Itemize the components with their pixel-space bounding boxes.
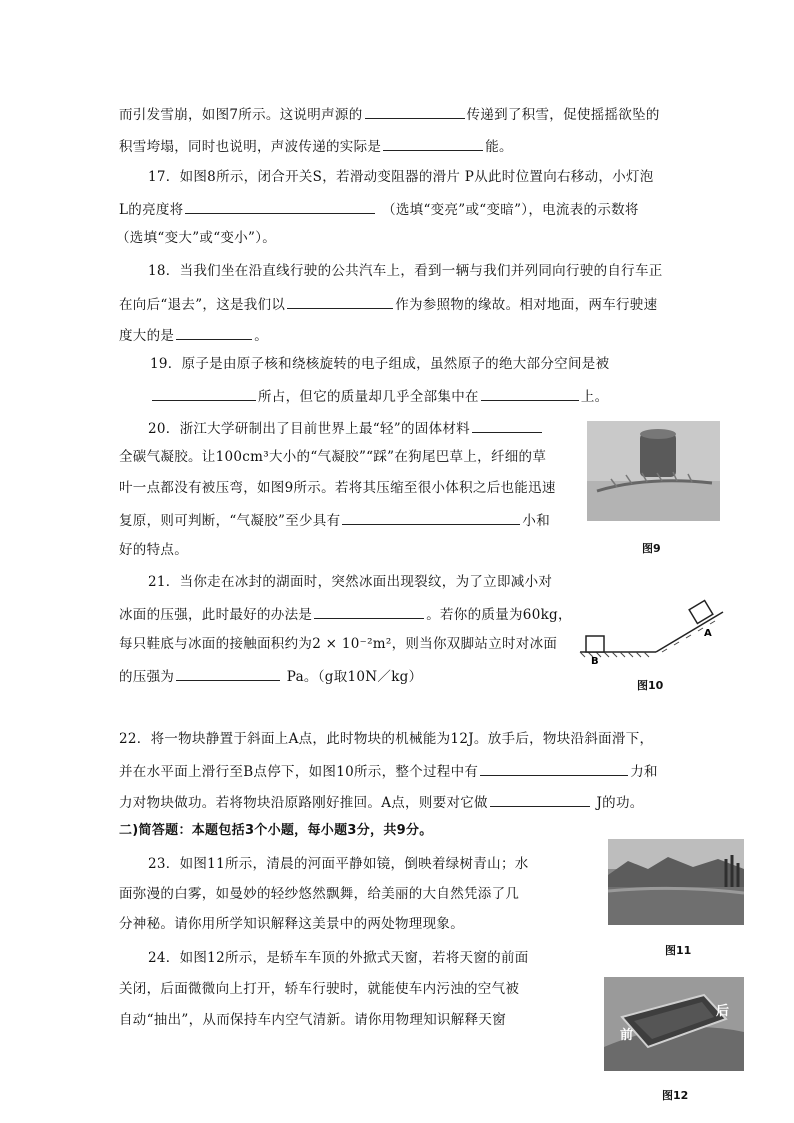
figure-12-sunroof-photo — [604, 977, 744, 1071]
text: 17．如图8所示，闭合开关S，若滑动变阻器的滑片 P从此时位置向右移动，小灯泡 — [148, 169, 654, 185]
q24-line-2 — [119, 980, 519, 998]
q18-line-3 — [119, 325, 268, 345]
q23-line-1 — [148, 855, 529, 873]
incline-line — [656, 612, 723, 652]
text: （选填“变亮”或“变暗”），电流表的示数将 — [382, 202, 639, 218]
text: J的功。 — [596, 795, 644, 811]
text: 积雪垮塌，同时也说明，声波传递的实际是 — [119, 139, 382, 155]
figure-12-caption: 图12 — [662, 1089, 689, 1102]
q21-line-3 — [119, 635, 557, 653]
text: 作为参照物的缘故。相对地面，两车行驶速 — [395, 297, 658, 313]
figure-11-caption: 图11 — [665, 944, 692, 957]
text: 24．如图12所示，是轿车车顶的外掀式天窗，若将天窗的前面 — [148, 950, 529, 966]
front-label: 前 — [620, 1028, 634, 1043]
answer-blank[interactable] — [176, 325, 252, 340]
q22-line-3 — [119, 792, 644, 812]
text: 20．浙江大学研制出了目前世界上最“轻”的固体材料 — [148, 421, 470, 437]
answer-blank[interactable] — [287, 294, 393, 309]
text: 18．当我们坐在沿直线行驶的公共汽车上，看到一辆与我们并列同向行驶的自行车正 — [148, 263, 663, 279]
text: 自动“抽出”，从而保持车内空气清新。请你用物理知识解释天窗 — [119, 1012, 507, 1028]
text: 传递到了积雪，促使摇摇欲坠的 — [466, 107, 660, 123]
text: 全碳气凝胶。让100cm³大小的“气凝胶”“踩”在狗尾巴草上，纤细的草 — [119, 449, 547, 465]
q18-line-2 — [119, 294, 657, 314]
q20-line-5 — [119, 541, 188, 559]
q22-line-2 — [119, 761, 658, 781]
answer-blank[interactable] — [342, 510, 520, 525]
text: 21．当你走在冰封的湖面时，突然冰面出现裂纹，为了立即减小对 — [148, 574, 553, 590]
q16-line-1 — [119, 104, 660, 124]
text: 而引发雪崩，如图7所示。这说明声源的 — [119, 107, 363, 123]
answer-blank[interactable] — [472, 418, 542, 433]
q24-line-1 — [148, 949, 529, 967]
q24-line-3 — [119, 1011, 506, 1029]
q20-line-2 — [119, 448, 546, 466]
text: 面弥漫的白雾，如曼妙的轻纱悠然飘舞，给美丽的大自然凭添了几 — [119, 886, 520, 902]
text: 每只鞋底与冰面的接触面积约为2 × 10⁻²m²，则当你双脚站立时对冰面 — [119, 636, 558, 652]
answer-blank[interactable] — [185, 199, 375, 214]
q17-line-3 — [116, 229, 276, 247]
q17-line-1 — [148, 168, 654, 186]
text: 在向后“退去”，这是我们以 — [119, 297, 286, 313]
section-2-heading: 二)简答题：本题包括3个小题，每小题3分，共9分。 — [119, 823, 433, 838]
text: 冰面的压强，此时最好的办法是 — [119, 607, 313, 623]
lake-image — [608, 839, 744, 925]
figure-10-incline-diagram — [578, 598, 728, 668]
q23-line-3 — [119, 915, 464, 933]
q23-line-2 — [119, 885, 519, 903]
q20-line-4 — [119, 510, 550, 530]
q19-line-2 — [150, 386, 608, 406]
text: 小和 — [522, 513, 551, 529]
text: 。若你的质量为60kg， — [426, 607, 572, 623]
text: 所占，但它的质量却几乎全部集中在 — [258, 389, 479, 405]
figure-10-caption: 图10 — [637, 679, 664, 692]
answer-blank[interactable] — [481, 386, 579, 401]
text: 23．如图11所示，清晨的河面平静如镜，倒映着绿树青山；水 — [148, 856, 529, 872]
text: 。 — [254, 328, 269, 344]
q22-line-1 — [119, 730, 653, 748]
text: 并在水平面上滑行至B点停下，如图10所示，整个过程中有 — [119, 764, 479, 780]
q21-line-1 — [148, 573, 552, 591]
q20-line-1 — [148, 418, 544, 438]
answer-blank[interactable] — [480, 761, 628, 776]
aerogel-image — [587, 421, 720, 521]
text: 复原，则可判断，“气凝胶”至少具有 — [119, 513, 341, 529]
text: 19．原子是由原子核和绕核旋转的电子组成，虽然原子的绝大部分空间是被 — [150, 356, 610, 372]
text: 分神秘。请你用所学知识解释这美景中的两处物理现象。 — [119, 916, 464, 932]
q20-line-3 — [119, 479, 556, 497]
q19-line-1 — [150, 355, 609, 373]
text: 22．将一物块静置于斜面上A点，此时物块的机械能为12J。放手后，物块沿斜面滑下， — [119, 731, 654, 747]
q18-line-1 — [148, 262, 663, 280]
q16-line-2 — [119, 136, 513, 156]
answer-blank[interactable] — [176, 666, 280, 681]
text: 好的特点。 — [119, 542, 188, 558]
answer-blank[interactable] — [314, 604, 424, 619]
q17-line-2 — [119, 199, 639, 219]
text: Pa。（g取10N／kg） — [286, 669, 423, 685]
answer-blank[interactable] — [152, 386, 256, 401]
text: 力和 — [630, 764, 658, 780]
q21-line-2 — [119, 604, 572, 624]
figure-11-lake-photo — [608, 839, 744, 925]
figure-9-caption: 图9 — [642, 542, 661, 555]
answer-blank[interactable] — [490, 792, 590, 807]
text: 关闭，后面微微向上打开，轿车行驶时，就能使车内污浊的空气被 — [119, 981, 520, 997]
text: 力对物块做功。若将物块沿原路刚好推回。A点，则要对它做 — [119, 795, 488, 811]
point-a-label: A — [704, 628, 712, 639]
sunroof-image — [604, 977, 744, 1071]
text: 能。 — [485, 139, 513, 155]
answer-blank[interactable] — [365, 104, 465, 119]
text: （选填“变大”或“变小”）。 — [116, 230, 277, 246]
point-b-label: B — [591, 656, 599, 667]
block-at-b — [586, 636, 604, 652]
back-label: 后 — [716, 1004, 730, 1019]
answer-blank[interactable] — [383, 136, 483, 151]
q21-line-4 — [119, 666, 422, 686]
text: 上。 — [580, 389, 609, 405]
figure-9-aerogel-photo — [587, 421, 720, 521]
text: L的亮度将 — [119, 202, 184, 218]
text: 度大的是 — [119, 328, 175, 344]
text: 的压强为 — [119, 669, 175, 685]
text: 叶一点都没有被压弯，如图9所示。若将其压缩至很小体积之后也能迅速 — [119, 480, 556, 496]
